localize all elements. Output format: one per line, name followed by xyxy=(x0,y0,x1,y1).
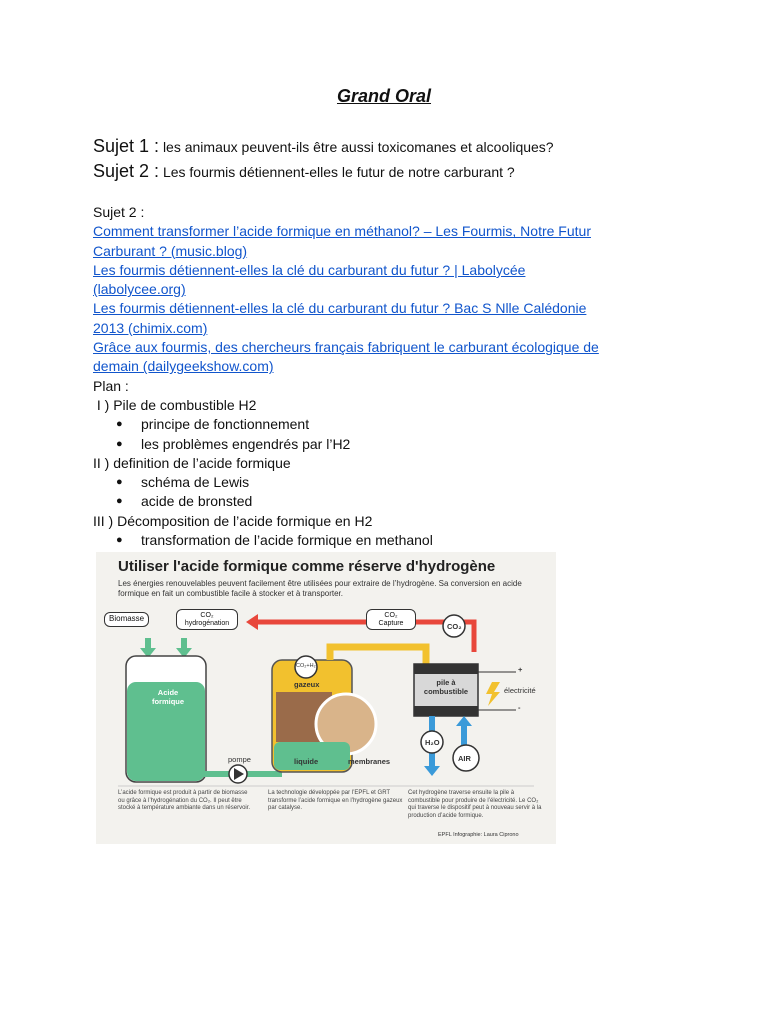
acide-label: Acide formique xyxy=(151,688,185,706)
link-line: Les fourmis détiennent-elles la clé du carburant du futur ? | Labolycée xyxy=(93,261,526,278)
list-item: ● acide de bronsted xyxy=(141,492,683,511)
fuel-cell-top-icon xyxy=(414,664,478,674)
co2-label: CO₂ xyxy=(447,622,462,631)
plan-section-title: II ) definition de l’acide formique xyxy=(93,454,291,471)
co2-hydrogenation-box: CO₂ hydrogénation xyxy=(176,609,238,630)
link-music-blog[interactable] xyxy=(93,222,683,261)
note-1: L’acide formique est produit à partir de biomasse ou grâce à l’hydrogénation du CO₂. Il peut être stocké à température ambiante dans un réservoir. xyxy=(118,790,251,811)
minus-label: - xyxy=(518,703,521,712)
list-item: ● principe de fonctionnement xyxy=(141,415,683,434)
content-block xyxy=(93,203,683,550)
sujet-2-text: Les fourmis détiennent-elles le futur de notre carburant ? xyxy=(162,164,515,180)
plan-section-title: III ) Décomposition de l’acide formique en H2 xyxy=(93,512,373,529)
co2-capture-box: CO₂ Capture xyxy=(366,609,416,630)
note-3: Cet hydrogène traverse ensuite la pile à combustible pour produire de l’électricité. Le CO₂ qui traverse le dispositif peut à nouveau servir à la production d’acide formique. xyxy=(408,790,542,819)
link-line: Comment transformer l’acide formique en méthanol? – Les Fourmis, Notre Futur xyxy=(93,223,591,240)
infographic-subtitle: Les énergies renouvelables peuvent facilement être utilisées pour extraire de l’hydrogène. Sa conversion en acide formique en fait un combustible facile à stocker et à transporter. xyxy=(118,579,522,598)
gazeux-label: gazeux xyxy=(294,680,320,689)
sujet-1-text: les animaux peuvent-ils être aussi toxicomanes et alcooliques? xyxy=(162,139,554,155)
plan-list xyxy=(93,473,683,512)
sujet-2-label: Sujet 2 : xyxy=(93,161,160,181)
arrow-left-icon xyxy=(246,614,258,630)
sujet-1-label: Sujet 1 : xyxy=(93,136,160,156)
sujet-1 xyxy=(93,136,554,157)
air-label: AIR xyxy=(458,754,471,763)
membranes-label: membranes xyxy=(348,757,391,766)
pile-label: pile à combustible xyxy=(423,678,469,696)
list-item: ● transformation de l’acide formique en methanol xyxy=(141,531,683,550)
link-line: Carburant ? (music.blog) xyxy=(93,242,248,259)
note-2: La technologie développée par l’EPFL et GRT transforme l’acide formique en l’hydrogène gazeux par catalyse. xyxy=(268,790,403,811)
plan-section-title: I ) Pile de combustible H2 xyxy=(93,396,257,413)
electricite-label: électricité xyxy=(504,686,536,695)
plan-list xyxy=(93,415,683,454)
co2h2-label: CO₂+H₂ xyxy=(296,663,316,669)
credit: EPFL Infographie: Laura Ciprono xyxy=(438,832,519,838)
link-chimix[interactable] xyxy=(93,299,683,338)
link-line: Les fourmis détiennent-elles la clé du carburant du futur ? Bac S Nlle Calédonie xyxy=(93,300,587,317)
link-line: Grâce aux fourmis, des chercheurs français fabriquent le carburant écologique de xyxy=(93,339,599,356)
infographic-title: Utiliser l'acide formique comme réserve d'hydrogène xyxy=(118,558,496,575)
biomasse-box: Biomasse xyxy=(104,612,149,627)
plan-list xyxy=(93,531,683,550)
link-line: 2013 (chimix.com) xyxy=(93,319,208,336)
link-dailygeekshow[interactable] xyxy=(93,338,683,377)
link-line: (labolycee.org) xyxy=(93,281,186,298)
plan-heading: Plan : xyxy=(93,377,129,394)
list-item: ● les problèmes engendrés par l’H2 xyxy=(141,435,683,454)
lightning-icon xyxy=(486,682,500,706)
links-heading: Sujet 2 : xyxy=(93,204,145,220)
infographic xyxy=(96,552,556,844)
page-title: Grand Oral xyxy=(336,86,432,106)
arrow-down-icon xyxy=(424,766,440,776)
link-line: demain (dailygeekshow.com) xyxy=(93,358,274,375)
link-labolycee[interactable] xyxy=(93,261,683,300)
pompe-label: pompe xyxy=(228,755,251,764)
arrow-up-icon xyxy=(456,716,472,726)
liquide-label: liquide xyxy=(294,757,319,766)
fuel-cell-bottom-icon xyxy=(414,706,478,716)
h2o-label: H₂O xyxy=(425,738,440,747)
plus-label: + xyxy=(518,665,523,674)
sujet-2 xyxy=(93,161,515,182)
list-item: ● schéma de Lewis xyxy=(141,473,683,492)
